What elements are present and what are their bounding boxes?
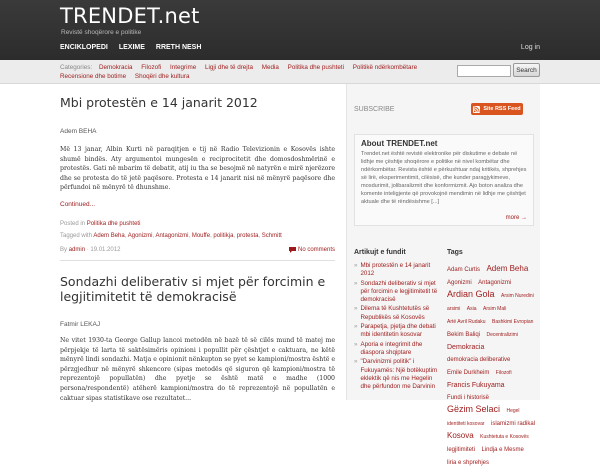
post-tag-link[interactable]: Schmitt [261,233,282,239]
tag-link[interactable]: Emile Durkheim [447,370,490,376]
tag-link[interactable]: Asia [466,306,477,312]
continue-reading-link[interactable]: Continued... [60,201,96,208]
main-content [60,84,335,400]
tag-link[interactable]: Fundi i historisë [447,395,490,401]
post-tag-link[interactable]: Antagonizmi [155,233,189,239]
login-link[interactable]: Log in [520,44,540,51]
tag-link[interactable]: islamizmi radikal [490,421,535,427]
search-button[interactable]: Search [513,63,540,77]
comment-bubble-icon [289,247,296,253]
category-link[interactable]: Ligji dhe të drejta [205,64,253,71]
about-text: Trendet.net është revistë elektronike për diskutime e debate në lidhje me çështje shoqërore e politike në nivel kombëtar dhe ndërkombëtar. Revista është e përkushtuar ndaj kritikës, shprehjes së lirë, eksperimentimit, cilësisë, dhe kunder paragjykimeve, mosdurimit, jolibaralizmit dhe konformizmit. Ajo boton analiza dhe komente inteligjente që provokojnë mendimin në lidhje me çështjet aktuale dhe të rëndësishme [...] [361,151,527,205]
tag-link[interactable]: arsimi [447,306,461,312]
nav-item-lexime[interactable]: LEXIME [118,44,145,51]
tag-link[interactable]: Bekim Baliqi [447,332,481,338]
tag-link[interactable]: Arsim Nuredini [500,293,534,299]
tag-link[interactable]: Arsim Mali [482,306,507,312]
recent-post-item[interactable]: » Dilema të Kushtetutës së Republikës së Kosovës [354,305,430,321]
post-title[interactable]: Mbi protestën e 14 janarit 2012 [60,95,258,110]
rss-icon [473,106,480,113]
tag-link[interactable]: Francis Fukuyama [447,382,505,389]
tag-link[interactable]: Hegel [506,408,520,414]
tag-link[interactable]: Filozofi [495,370,512,376]
tag-link[interactable]: Artë Avril Rudaku [447,319,486,325]
about-box [354,134,534,226]
post-tag-link[interactable]: Adem Beha [93,233,125,239]
tag-link[interactable]: legjitimiteti [447,447,476,453]
post-divider [60,260,335,261]
recent-post-item[interactable]: » Aporia e integrimit dhe diaspora shqiptare [354,340,423,356]
category-link[interactable]: Media [261,64,279,71]
category-link[interactable]: Filozofi [141,64,162,71]
tag-link[interactable]: liria e shprehjes [447,460,490,466]
tag-link[interactable]: Decentralizimi [486,332,518,338]
category-link[interactable]: Demokracia [98,64,133,71]
tag-link[interactable]: Kushtetuta e Kosovës [480,434,529,440]
recent-post-item[interactable]: » Parapetja, pjetja dhe debati mbi identitetin kosovar [354,323,436,339]
tag-link[interactable]: Ardian Gola [447,289,495,299]
tag-link[interactable]: identiteti kosovar [447,421,485,427]
tag-link[interactable]: Agonizmi [447,280,472,286]
search-input[interactable] [457,65,511,77]
post-category-link[interactable]: Politika dhe pushteti [86,221,141,227]
post-category-line [60,221,140,227]
more-link[interactable]: more → [505,215,527,221]
nav-item-enciklopedi[interactable]: ENCIKLOPEDI [60,44,108,51]
tags-heading: Tags [447,249,463,256]
comments-link[interactable]: No comments [297,247,335,253]
tag-link[interactable]: Antagonizmi [478,280,512,286]
tag-cloud [447,262,539,468]
tag-link[interactable]: Adem Beha [486,264,529,273]
category-list [60,63,450,81]
post-title[interactable]: Sondazhi deliberativ si mjet për forcimin e legjitimitetit të demokracisë [60,274,326,304]
site-title[interactable]: TRENDET.net [60,4,200,28]
recent-post-item[interactable]: » "Darvinizmi politik" i Fukuyamës: Një botëkuptim eklektik që nis me Hegelin dhe përfundon me Darvinin [354,358,438,391]
categories-label: Categories: [60,64,93,71]
category-link[interactable]: Integrime [170,64,197,71]
comments-count[interactable] [289,247,335,253]
post-author-link[interactable]: admin [68,247,86,253]
recent-post-item[interactable]: » Mbi protestën e 14 janarit 2012 [354,262,431,278]
post-date: 19.01.2012 [90,247,121,253]
post-tag-link[interactable]: politikja [213,233,234,239]
post-byline: By admin · 19.01.2012 [60,247,121,253]
about-heading: About TRENDET.net [361,139,438,148]
posted-in-label: Posted in [60,221,86,227]
post-excerpt: Më 13 janar, Albin Kurti në paraqitjen e tij në Radio Televizionin e Kosovës ishte shumë bindës. Aty argumentoi mungesën e reciprocitetit dhe domosdoshmërinë e protestës. Gati në mbarim të debatit, atij iu tha se besojmë në natyrën e mirë njerëzore dhe se protesta do të jetë paqësore. Protesta e 14 janarit nisi në mënyrë paqësore dhe përfundoi në mënyrë të dhunshme. [60,146,335,192]
site-header [0,0,600,60]
category-link[interactable]: Politikë ndërkombëtare [352,64,418,71]
recent-post-item[interactable]: » Sondazhi deliberativ si mjet për forcimin e legjitimitetit të demokracisë [354,279,438,304]
subscribe-heading: SUBSCRIBE [354,106,395,113]
tag-link[interactable]: Adam Curtis [447,267,481,273]
nav-item-rreth-nesh[interactable]: RRETH NESH [155,44,202,51]
tag-link[interactable]: Gëzim Selaci [447,404,501,414]
by-label: By [60,247,68,253]
recent-posts-heading: Artikujt e fundit [354,249,406,256]
top-nav [60,44,201,51]
post-excerpt: Ne vitet 1930-ta George Gallup lancoi metodën në bazë të së cilës mund të matej me përpjekje të larta të saktësimëris opinioni i popullit për çështjet e caktuara, ne këtë mënyrë lindi sondazhi. Matja e opinionit nënkupton se pyet se kampioni/mostra është e përzgjedhur në mënyrë shkencore (sipas metodës që siguron që kampioni/mostra të reprezentojë popullatën) dhe pyetje se është matë e madhe (1000 persona/respondentë) atëherë kampioni/mostra do të reprezentojë në popullatën e caktuar sipas statistikave ose rezultatet... [60,337,335,402]
tag-link[interactable]: demokracia deliberative [447,357,511,363]
post-tag-link[interactable]: Agonizmi [127,233,153,239]
recent-posts-list [354,262,440,392]
rss-feed-button[interactable] [471,103,523,115]
post-tag-link[interactable]: Mouffe [191,233,211,239]
post-tags-line: Tagged with Adem Beha, Agonizmi, Antagonizmi, Mouffe, politikja, protesta, Schmitt [60,233,282,239]
tag-link[interactable]: Bashkimi Evropian [492,319,534,325]
category-link[interactable]: Shoqëri dhe kultura [134,73,190,80]
category-link[interactable]: Recensione dhe botime [60,73,127,80]
post-tag-link[interactable]: protesta [236,233,259,239]
post-author: Adem BEHA [60,128,97,135]
tag-link[interactable]: Demokracia [447,344,485,351]
tag-link[interactable]: Kosova [447,431,474,440]
post-author: Fatmir LEKAJ [60,321,101,328]
category-link[interactable]: Politika dhe pushteti [287,64,344,71]
tagged-with-label: Tagged with [60,233,93,239]
site-tagline: Revistë shoqërore e politike [61,29,142,36]
tag-link[interactable]: Lindja e Mesme [481,447,524,453]
rss-label: Site RSS Feed [483,106,521,112]
